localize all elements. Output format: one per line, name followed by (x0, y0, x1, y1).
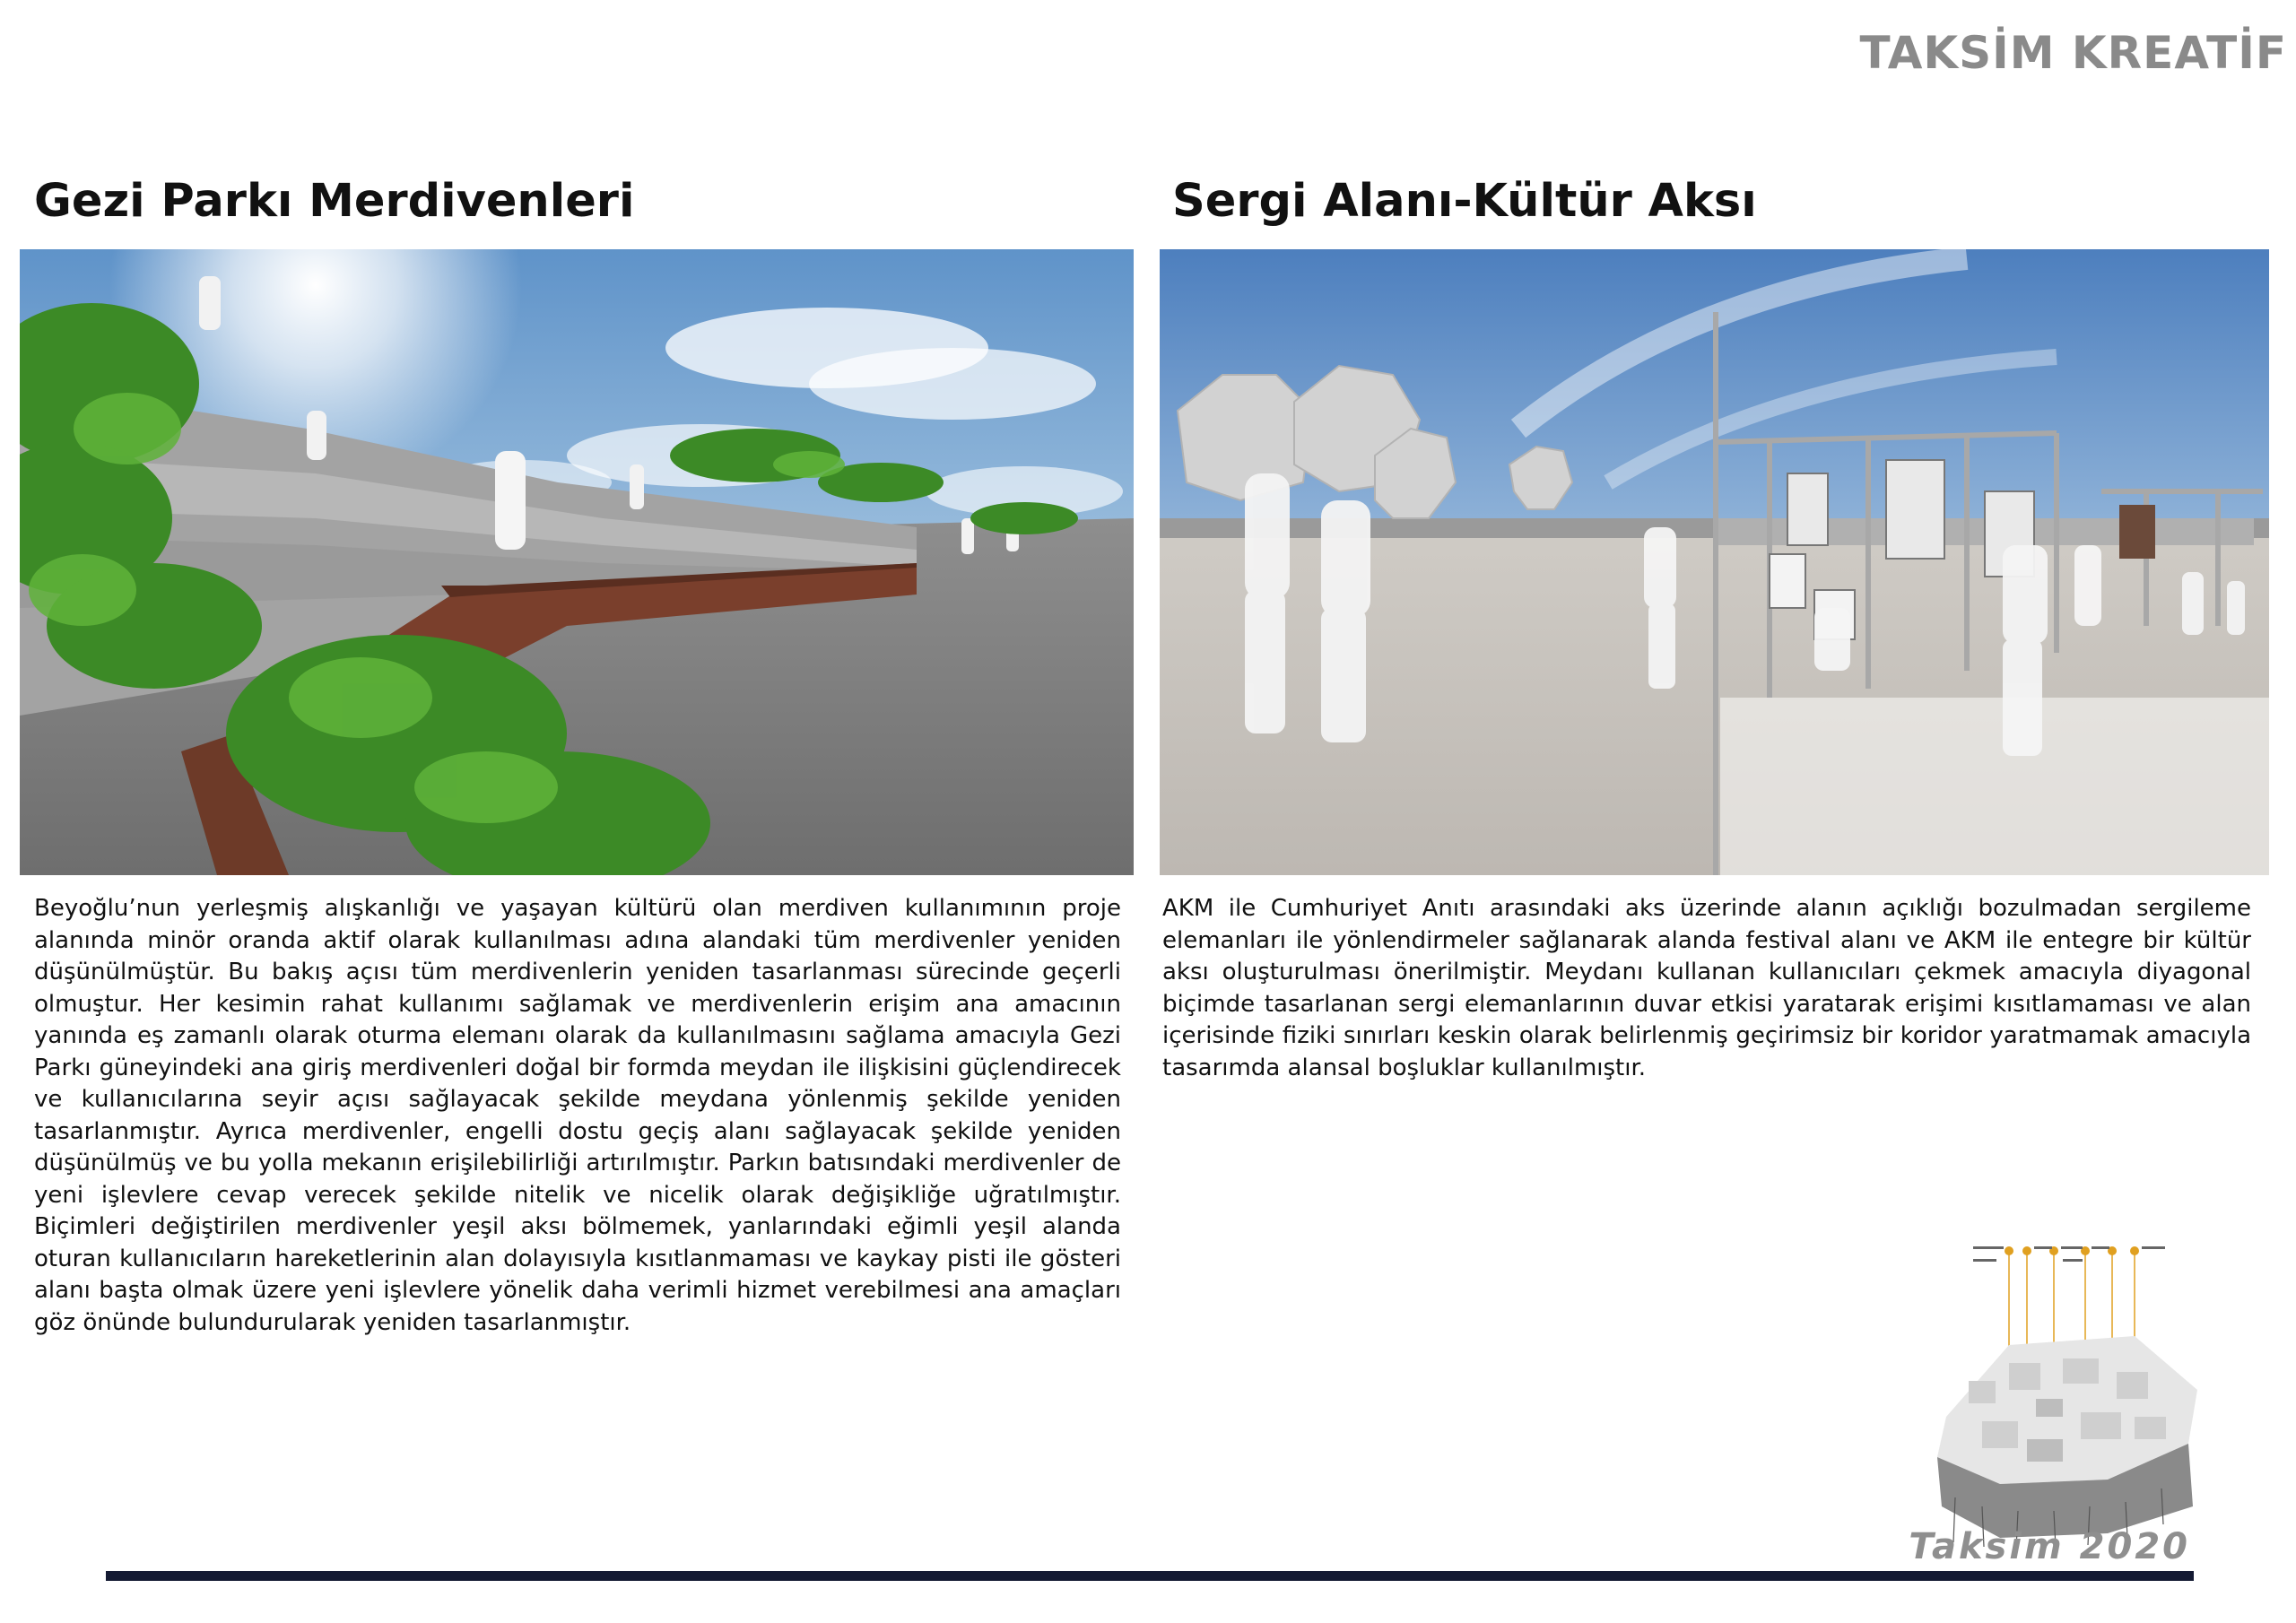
brand-title: TAKSİM KREATİF (1859, 27, 2287, 79)
footer-rule (106, 1571, 2194, 1581)
section-title-gezi-stairs: Gezi Parkı Merdivenleri (34, 175, 635, 228)
section-title-exhibition-axis: Sergi Alanı-Kültür Aksı (1172, 175, 1757, 228)
stairs-rendering-image (20, 249, 1134, 875)
exhibition-description: AKM ile Cumhuriyet Anıtı arasındaki aks üzerinde alanın açıklığı bozulmadan sergileme elemanları ile yönlendirmeler sağlanarak alanda festival alanı ve AKM ile entegre bir kültür aksı oluşturulması önerilmiştir. Meydanı kullanan kullanıcıları çekmek amacıyla diyagonal biçimde tasarlanan sergi elemanlarının duvar etkisi yaratarak erişimi kısıtlamaması ve alan içerisinde fiziki sınırları keskin olarak belirlenmiş geçirimsiz bir koridor yaratmamak amacıyla tasarımda alansal boşluklar kullanılmıştır. (1162, 895, 2251, 1081)
exhibition-rendering-image (1160, 249, 2269, 875)
site-map-illustration (1928, 1237, 2206, 1551)
stairs-description: Beyoğlu’nun yerleşmiş alışkanlığı ve yaşayan kültürü olan merdiven kullanımının proje alanında minör oranda aktif olarak kullanılması adına alandaki tüm merdivenler yeniden düşünülmüştür. Bu bakış açısı tüm merdivenlerin yeniden tasarlanması sürecinde geçerli olmuştur. Her kesimin rahat kullanımı sağlamak ve merdivenlerin erişim ana amacının yanında eş zamanlı olarak oturma elemanı olarak da kullanılmasını sağlama amacıyla Gezi Parkı güneyindeki ana giriş merdivenleri doğal bir formda meydan ile ilişkisini güçlendirecek ve kullanıcılarına seyir açısı sağlayacak şekilde meydana yönlenmiş şekilde yeniden tasarlanmıştır. Ayrıca merdivenler, engelli dostu geçiş alanı sağlayacak şekilde yeniden düşünülmüş ve bu yolla mekanın erişilebilirliği artırılmıştır. Parkın batısındaki merdivenler de yeni işlevlere cevap verecek şekilde nitelik ve nicelik olarak değişikliğe uğratılmıştır. Biçimleri değiştirilen merdivenler yeşil aksı bölmemek, yanlarındaki eğimli yeşil alanda oturan kullanıcıların hareketlerinin alan dolayısıyla kısıtlanmaması ve kaykay pisti ile gösteri alanı başta olmak üzere yeni işlevlere yönelik daha verimli hizmet verebilmesi ana amaçları göz önünde bulundurularak yeniden tasarlanmıştır. (34, 895, 1121, 1336)
footer-label: Taksim 2020 (1909, 1526, 2190, 1567)
